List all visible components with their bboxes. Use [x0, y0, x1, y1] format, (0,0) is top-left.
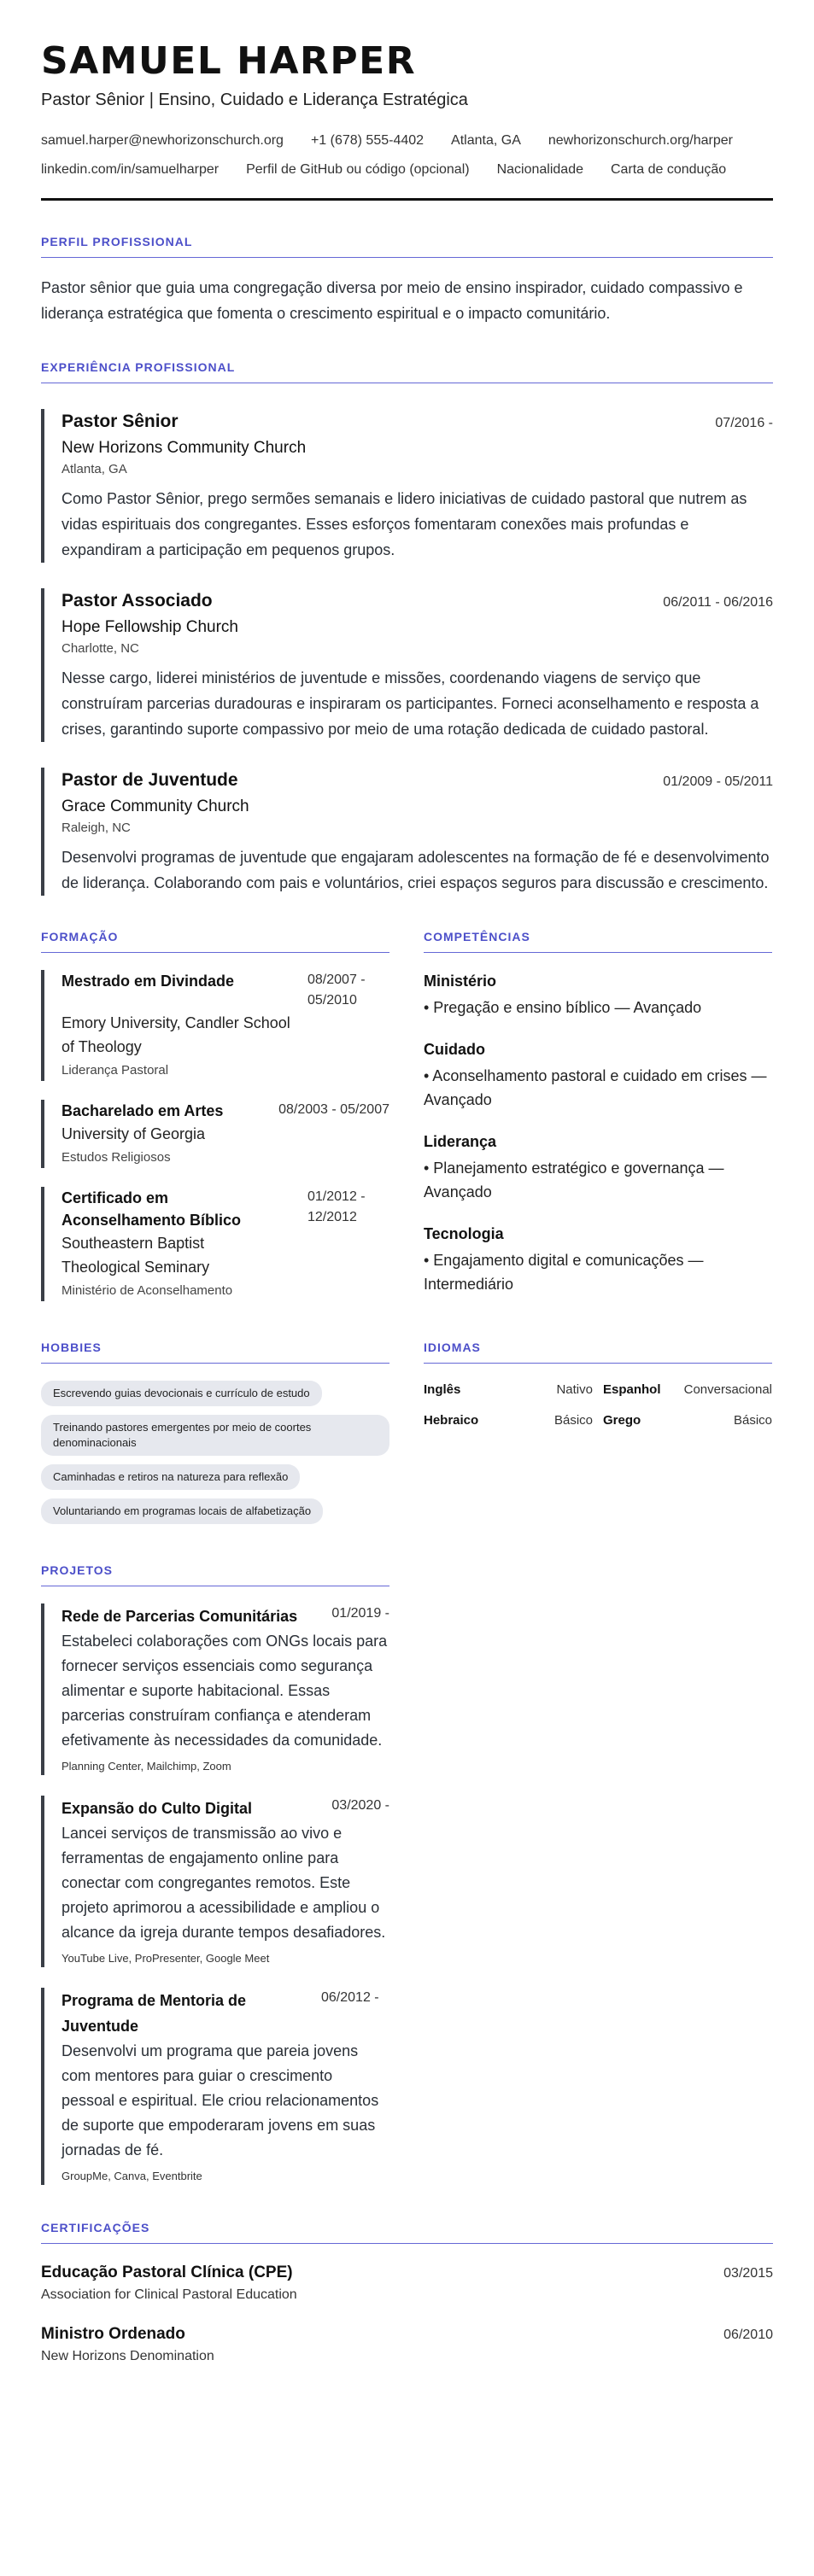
language-name: Espanhol: [603, 1382, 661, 1397]
degree-dates: 08/2003 - 05/2007: [278, 1102, 389, 1117]
project-item: [41, 1603, 389, 1775]
project-dates: 06/2012 -: [321, 1990, 379, 2005]
job-role: Pastor Associado: [61, 591, 213, 610]
contact-linkedin[interactable]: linkedin.com/in/samuelharper: [41, 162, 220, 177]
project-description: Lancei serviços de transmissão ao vivo e ferramentas de engajamento online para conectar com congregantes remotos. Este projeto aprimorou a acessibilidade e ampliou o alcance da igreja durante tempos desafiadores.: [61, 1825, 386, 1941]
certification-name: Educação Pastoral Clínica (CPE): [41, 2263, 293, 2281]
skill-group: [424, 1223, 772, 1296]
hobbies-section: [41, 1339, 389, 1524]
project-description: Desenvolvi um programa que pareia jovens com mentores para guiar o crescimento pessoal e espiritual. Ele criou relacionamentos de suporte que empoderaram jovens em suas jornadas de fé.: [61, 2042, 379, 2158]
study-field: Estudos Religiosos: [61, 1150, 171, 1165]
skill-category: Liderança: [424, 1133, 497, 1150]
job-location: Charlotte, NC: [61, 641, 139, 656]
contact-nationality: Nacionalidade: [496, 162, 583, 177]
project-name: Programa de Mentoria de Juventude: [61, 1992, 247, 2035]
skill-group: [424, 970, 772, 1019]
language-level: Básico: [733, 1413, 772, 1428]
section-heading: PROJETOS: [41, 1562, 389, 1586]
degree-dates: 01/2012 - 12/2012: [307, 1189, 366, 1224]
language-level: Nativo: [556, 1382, 593, 1397]
education-item: [41, 1100, 389, 1168]
project-tools: GroupMe, Canva, Eventbrite: [61, 2170, 202, 2182]
languages-section: [424, 1339, 772, 1524]
hobby-chip: Escrevendo guias devocionais e currículo de estudo: [41, 1381, 322, 1406]
job-dates: 06/2011 - 06/2016: [663, 595, 773, 610]
hobby-chip: Treinando pastores emergentes por meio de coortes denominacionais: [41, 1415, 389, 1456]
language-item: [424, 1381, 593, 1399]
certification-name: Ministro Ordenado: [41, 2325, 185, 2343]
job-company: Hope Fellowship Church: [61, 618, 238, 636]
hobby-chip: Caminhadas e retiros na natureza para reflexão: [41, 1464, 300, 1490]
hobbies-languages-row: [41, 1339, 773, 1524]
skill-category: Tecnologia: [424, 1225, 504, 1242]
skill-item: • Engajamento digital e comunicações — Intermediário: [424, 1252, 704, 1293]
degree-name: Mestrado em Divindade: [61, 973, 235, 990]
language-name: Hebraico: [424, 1413, 479, 1428]
section-heading: CERTIFICAÇÕES: [41, 2219, 773, 2244]
job-company: Grace Community Church: [61, 797, 249, 815]
contact-location: Atlanta, GA: [451, 133, 521, 148]
skill-item: • Planejamento estratégico e governança — Avançado: [424, 1159, 724, 1200]
job-dates: 07/2016 -: [715, 416, 773, 430]
certifications-section: [41, 2219, 773, 2367]
language-item: [424, 1411, 593, 1430]
school-name: Emory University, Candler School of Theology: [61, 1014, 290, 1055]
language-item: [603, 1411, 772, 1430]
section-heading: PERFIL PROFISSIONAL: [41, 233, 773, 258]
skill-category: Cuidado: [424, 1041, 485, 1058]
skill-group: [424, 1038, 772, 1112]
project-dates: 03/2020 -: [331, 1798, 389, 1813]
hobby-chip: Voluntariando em programas locais de alfabetização: [41, 1498, 323, 1524]
project-description: Estabeleci colaborações com ONGs locais para fornecer serviços essenciais como segurança alimentar e suporte habitacional. Essas parcerias construíram confiança e atenderam efetivamente às necessidades da comunidade.: [61, 1633, 388, 1749]
education-skills-row: [41, 928, 773, 1301]
section-heading: FORMAÇÃO: [41, 928, 389, 953]
project-item: [41, 1988, 389, 2185]
language-name: Inglês: [424, 1382, 461, 1397]
study-field: Liderança Pastoral: [61, 1063, 169, 1078]
project-item: [41, 1796, 389, 1967]
hobby-list: [41, 1381, 389, 1524]
certification-issuer: New Horizons Denomination: [41, 2349, 214, 2363]
contact-drivers-license: Carta de condução: [611, 162, 727, 177]
language-list: [424, 1381, 772, 1430]
experience-item: [41, 768, 773, 896]
certification-item: [41, 2261, 773, 2305]
contact-phone[interactable]: +1 (678) 555-4402: [310, 133, 425, 148]
job-location: Atlanta, GA: [61, 462, 127, 476]
language-level: Básico: [553, 1413, 593, 1428]
skill-item: • Aconselhamento pastoral e cuidado em crises — Avançado: [424, 1067, 767, 1108]
candidate-title: Pastor Sênior | Ensino, Cuidado e Liderança Estratégica: [41, 91, 468, 109]
section-heading: EXPERIÊNCIA PROFISSIONAL: [41, 359, 773, 383]
school-name: Southeastern Baptist Theological Seminary: [61, 1235, 210, 1276]
resume-header: [41, 38, 773, 201]
project-tools: YouTube Live, ProPresenter, Google Meet: [61, 1952, 270, 1965]
profile-summary: Pastor sênior que guia uma congregação diversa por meio de ensino inspirador, cuidado compassivo e liderança estratégica que fomenta o crescimento espiritual e o impacto comunitário.: [41, 279, 743, 322]
contact-list: [41, 131, 773, 179]
job-description: Como Pastor Sênior, prego sermões semanais e lidero iniciativas de cuidado pastoral que nutrem as vidas espirituais dos congregantes. Esses esforços fomentaram conexões mais profundas e expandiram a participação em pequenos grupos.: [61, 490, 747, 558]
skills-section: [424, 928, 772, 1301]
candidate-name: SAMUEL HARPER: [41, 39, 417, 83]
project-tools: Planning Center, Mailchimp, Zoom: [61, 1760, 231, 1773]
education-item: [41, 970, 389, 1081]
contact-github[interactable]: Perfil de GitHub ou código (opcional): [246, 162, 470, 177]
certification-date: 06/2010: [723, 2328, 773, 2342]
certification-issuer: Association for Clinical Pastoral Education: [41, 2287, 297, 2302]
skill-category: Ministério: [424, 973, 497, 990]
language-level: Conversacional: [683, 1382, 772, 1397]
projects-row: [41, 1562, 773, 2185]
certification-item: [41, 2322, 773, 2367]
degree-name: Bacharelado em Artes: [61, 1102, 224, 1119]
project-dates: 01/2019 -: [331, 1606, 389, 1621]
job-role: Pastor Sênior: [61, 412, 179, 431]
profile-section: [41, 233, 773, 326]
experience-item: [41, 409, 773, 563]
language-name: Grego: [603, 1413, 641, 1428]
section-heading: HOBBIES: [41, 1339, 389, 1364]
job-description: Desenvolvi programas de juventude que engajaram adolescentes na formação de fé e desenvolvimento de liderança. Colaborando com pais e voluntários, criei espaços seguros para discussão e crescimento.: [61, 849, 770, 891]
language-item: [603, 1381, 772, 1399]
study-field: Ministério de Aconselhamento: [61, 1283, 233, 1298]
experience-item: [41, 588, 773, 742]
degree-name: Certificado em Aconselhamento Bíblico: [61, 1189, 242, 1229]
projects-section: [41, 1562, 389, 2185]
job-company: New Horizons Community Church: [61, 439, 307, 457]
section-heading: COMPETÊNCIAS: [424, 928, 772, 953]
job-dates: 01/2009 - 05/2011: [663, 774, 773, 789]
experience-section: [41, 359, 773, 896]
contact-email[interactable]: samuel.harper@newhorizonschurch.org: [41, 133, 284, 148]
skill-item: • Pregação e ensino bíblico — Avançado: [424, 999, 702, 1016]
job-role: Pastor de Juventude: [61, 770, 238, 790]
degree-dates: 08/2007 - 05/2010: [307, 973, 366, 1008]
job-location: Raleigh, NC: [61, 821, 131, 835]
project-name: Expansão do Culto Digital: [61, 1800, 253, 1817]
header-divider: [41, 198, 773, 201]
project-name: Rede de Parcerias Comunitárias: [61, 1608, 298, 1625]
section-heading: IDIOMAS: [424, 1339, 772, 1364]
job-description: Nesse cargo, liderei ministérios de juventude e missões, coordenando viagens de serviço que construíram parcerias duradouras e inspiraram os participantes. Forneci aconselhamento e resposta a crises, garantindo suporte compassivo por meio de uma rotação dedicada de cuidado pastoral.: [61, 669, 759, 738]
empty-column: [424, 1562, 772, 2185]
school-name: University of Georgia: [61, 1125, 206, 1142]
certification-date: 03/2015: [723, 2266, 773, 2281]
skill-group: [424, 1130, 772, 1204]
contact-website[interactable]: newhorizonschurch.org/harper: [548, 133, 733, 148]
education-section: [41, 928, 389, 1301]
education-item: [41, 1187, 389, 1301]
